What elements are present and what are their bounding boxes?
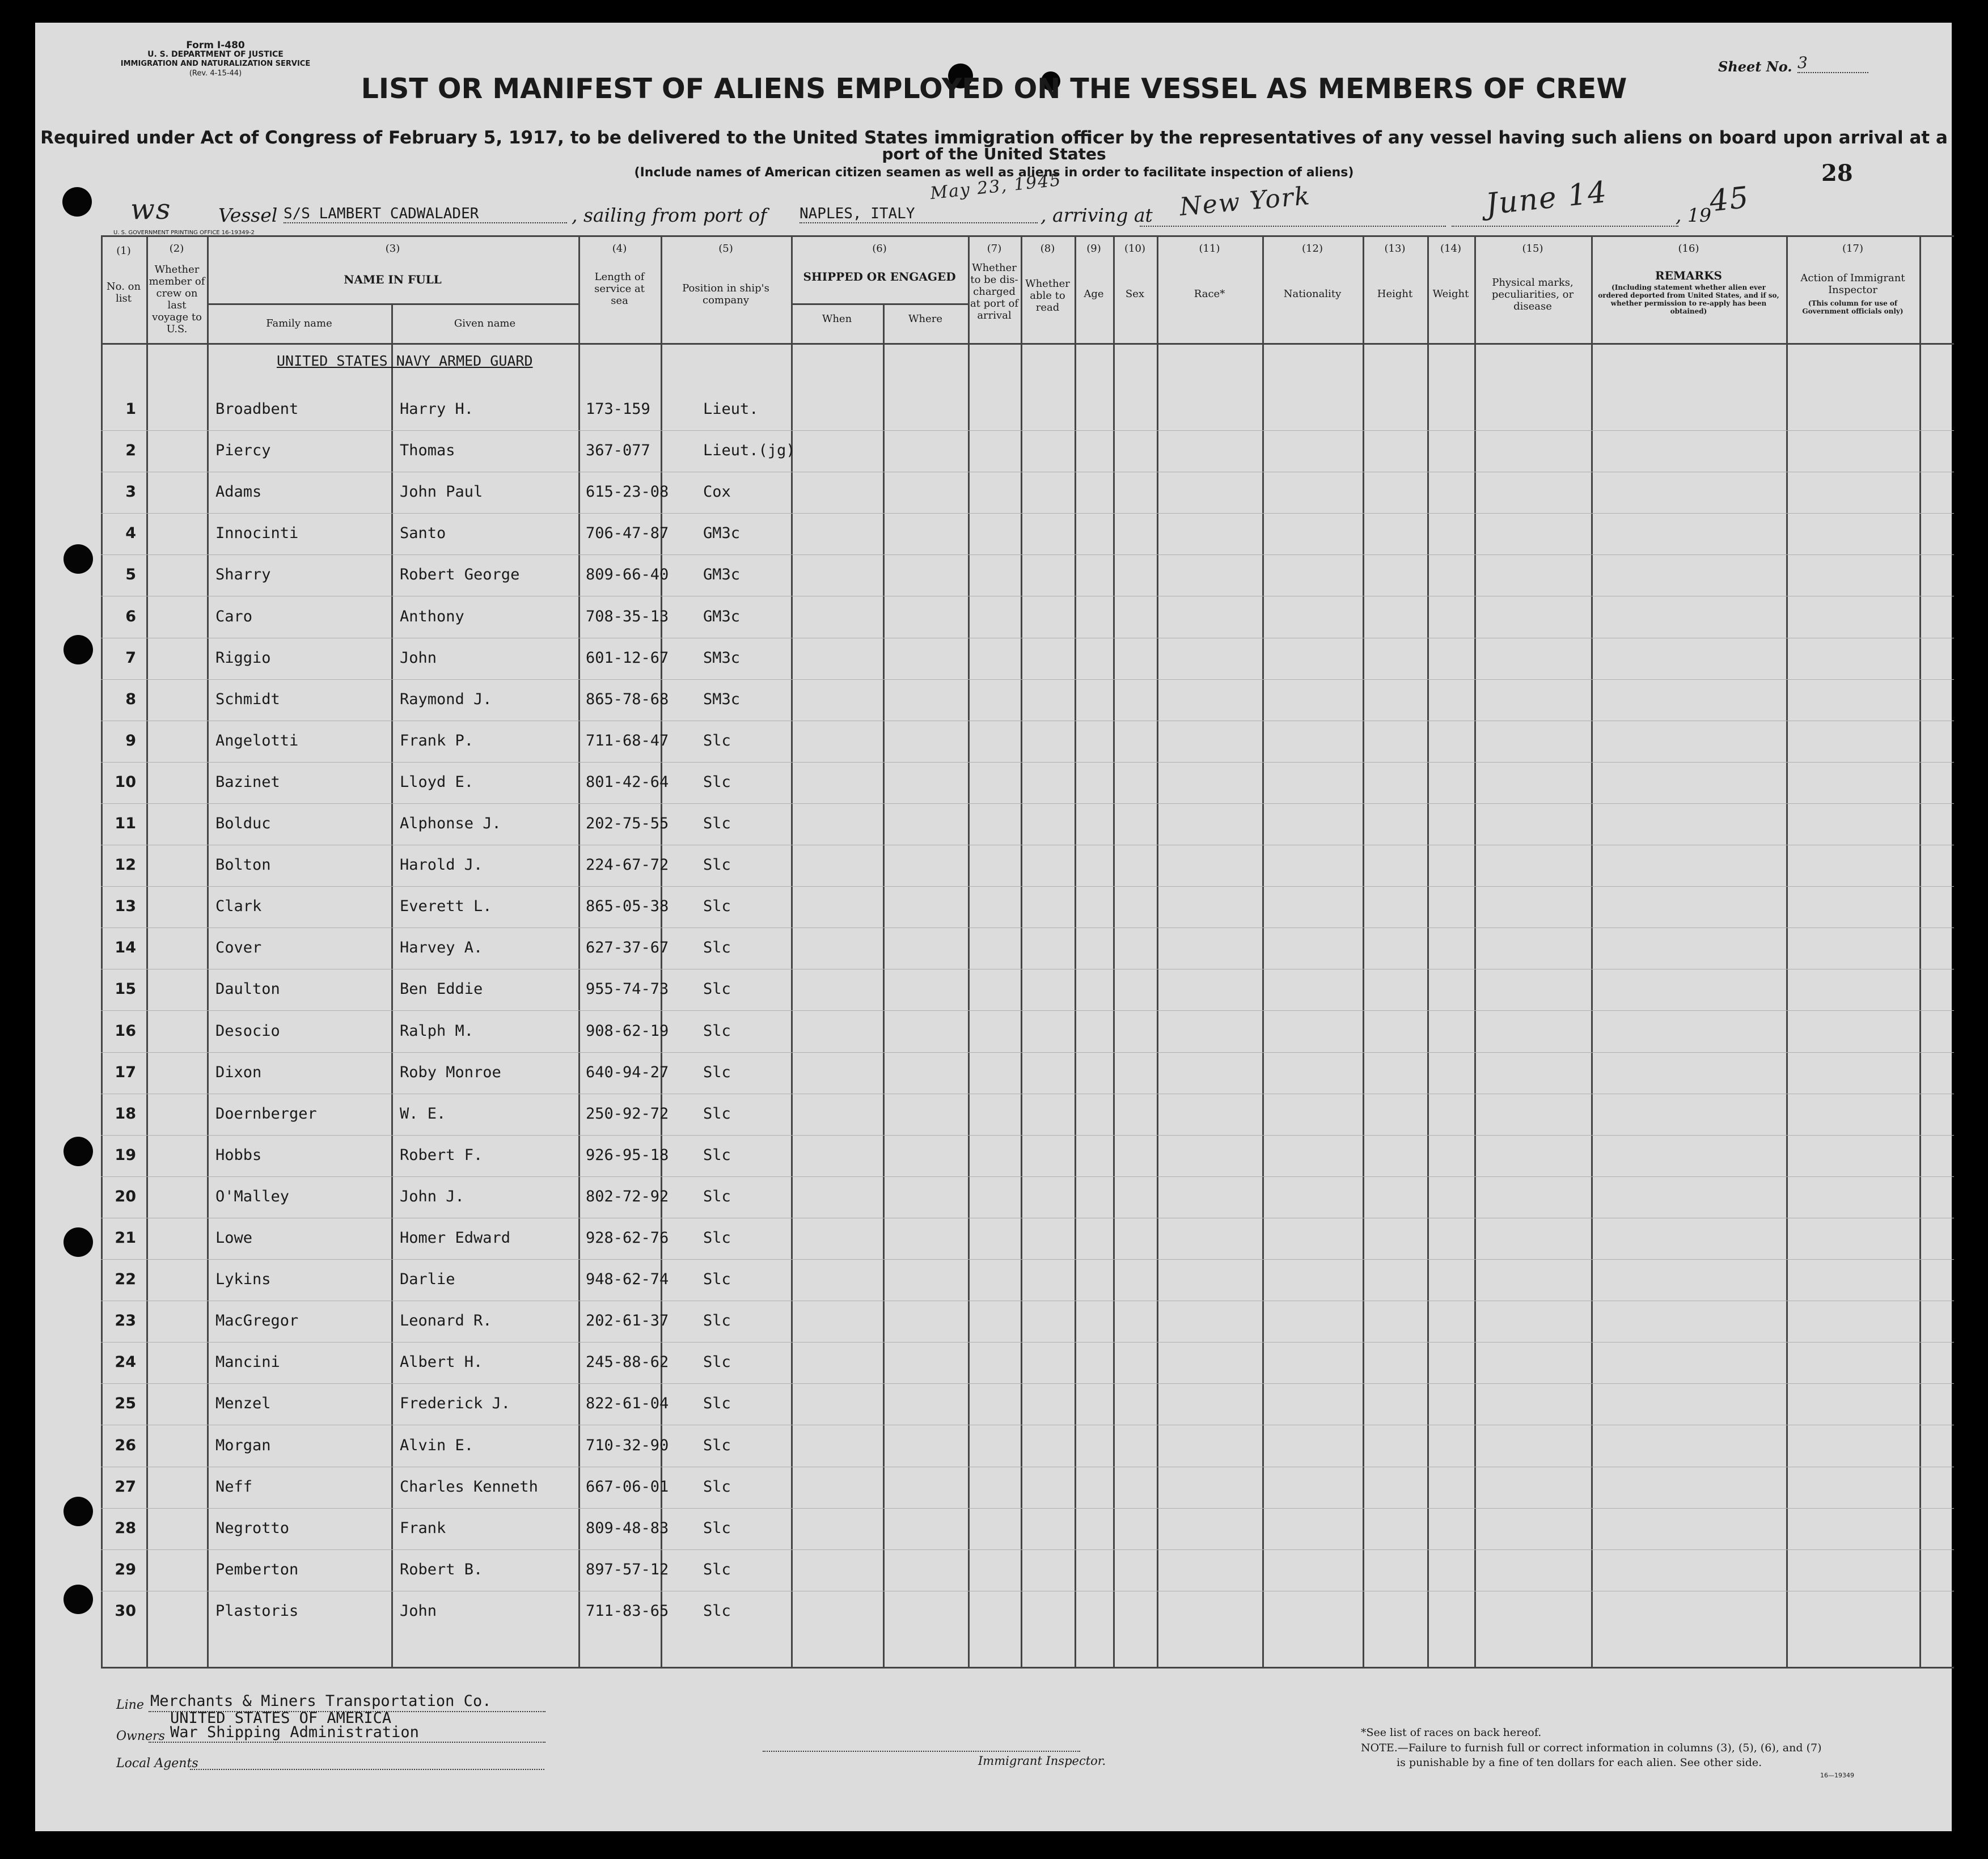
given-name: John Paul [400,483,483,501]
service: IMMIGRATION AND NATURALIZATION SERVICE [120,60,311,68]
length-of-service: 802-72-92 [586,1188,669,1205]
position: Slc [703,1519,731,1537]
sheet-number: 3 [1797,53,1868,73]
row-number: 18 [115,1105,136,1123]
owners-value-2: War Shipping Administration [170,1724,419,1741]
col-heading-discharged: Whether to be dis-charged at port of arrival [970,262,1019,321]
col-heading-no: No. on list [106,281,141,304]
position: GM3c [703,524,741,542]
row-rule [101,803,1954,804]
col-heading-age: Age [1084,288,1104,300]
col-border [1363,235,1364,1667]
departure-date: May 23, 1945 [929,170,1063,204]
col-heading-action: Action of Immigrant Inspector [1800,272,1905,296]
row-number: 2 [125,442,136,459]
family-name: Negrotto [215,1519,290,1537]
position: Slc [703,1105,731,1123]
given-name: Darlie [400,1271,455,1288]
line-value: Merchants & Miners Transportation Co. [150,1692,492,1710]
col-number: (8) [1040,243,1055,255]
length-of-service: 822-61-04 [586,1395,669,1412]
row-number: 12 [115,856,136,874]
row-number: 5 [125,566,136,583]
col-heading-height: Height [1377,288,1413,300]
position: Slc [703,1188,731,1205]
row-rule [101,1549,1954,1550]
row-rule [101,513,1954,514]
family-name: Clark [215,897,262,915]
col-border [146,235,148,1667]
col-border [1157,235,1158,1667]
vessel-name: S/S LAMBERT CADWALADER [284,205,567,223]
family-name: Plastoris [215,1602,299,1620]
family-name: Mancini [215,1353,280,1371]
given-name: Harry H. [400,400,474,418]
given-name: W. E. [400,1105,446,1123]
col-border [1919,235,1921,1667]
length-of-service: 948-62-74 [586,1271,669,1288]
family-name: Adams [215,483,262,501]
position: Slc [703,815,731,832]
length-of-service: 667-06-01 [586,1478,669,1496]
col-number: (17) [1842,243,1863,255]
arrival-port: New York [1178,181,1312,222]
row-number: 17 [115,1064,136,1081]
row-number: 7 [125,649,136,667]
col-heading-nationality: Nationality [1283,288,1342,300]
table-top-rule [101,235,1954,237]
col-border [968,235,970,1667]
row-number: 6 [125,608,136,625]
row-number: 24 [115,1353,136,1371]
col-border [578,235,580,1667]
given-name: Harold J. [400,856,483,874]
position: GM3c [703,566,741,583]
row-number: 11 [115,815,136,832]
position: Cox [703,483,731,501]
given-name: Thomas [400,442,455,459]
col-border [1591,235,1593,1667]
family-name: Riggio [215,649,271,667]
given-name: Everett L. [400,897,492,915]
col-heading-sex: Sex [1125,288,1145,300]
punch-hole [64,544,93,574]
family-name: Neff [215,1478,253,1496]
row-number: 30 [115,1602,136,1620]
given-name: Frank [400,1519,446,1537]
col-number: (5) [718,243,733,255]
row-rule [101,1052,1954,1053]
col-heading-member: Whether member of crew on last voyage to U.S. [149,264,205,335]
col-border [1075,235,1076,1667]
row-rule [101,1342,1954,1343]
inspector-signature-line [763,1751,1080,1752]
family-name: Bolduc [215,815,271,832]
length-of-service: 708-35-13 [586,608,669,625]
given-name: Homer Edward [400,1229,511,1247]
col-border [1262,235,1264,1667]
given-name: Harvey A. [400,939,483,956]
given-name: Roby Monroe [400,1064,501,1081]
length-of-service: 926-95-18 [586,1146,669,1164]
stamp-number: 28 [1821,160,1853,187]
row-rule [101,762,1954,763]
margin-note: ws [130,193,172,226]
row-number: 29 [115,1561,136,1578]
length-of-service: 711-83-65 [586,1602,669,1620]
col-border [883,303,885,1667]
col-heading-when: When [822,313,852,325]
col-border [207,235,209,1667]
length-of-service: 640-94-27 [586,1064,669,1081]
header-bottom-rule [101,343,1954,345]
note-line-2: is punishable by a fine of ten dollars for each alien. See other side. [1397,1756,1762,1769]
position: Slc [703,939,731,956]
length-of-service: 711-68-47 [586,732,669,749]
family-name: Pemberton [215,1561,299,1578]
col-heading-shipped: SHIPPED OR ENGAGED [803,270,956,283]
col-heading-race: Race* [1194,288,1225,300]
length-of-service: 601-12-67 [586,649,669,667]
col-number: (14) [1440,243,1461,255]
line-label: Line [116,1698,144,1712]
inspector-label: Immigrant Inspector. [978,1754,1106,1768]
col-number: (9) [1086,243,1101,255]
port-of-departure: NAPLES, ITALY [800,205,1038,223]
position: Slc [703,897,731,915]
arrival-year: 45 [1708,180,1752,219]
row-number: 23 [115,1312,136,1329]
row-number: 20 [115,1188,136,1205]
row-number: 19 [115,1146,136,1164]
position: Slc [703,1353,731,1371]
position: Slc [703,1271,731,1288]
col-heading-action-note: (This column for use of Government officials only) [1802,299,1904,315]
position: Lieut.(jg) [703,442,796,459]
family-name: Piercy [215,442,271,459]
family-name: Angelotti [215,732,299,749]
col-heading-given-name: Given name [454,317,516,329]
owners-value-1: UNITED STATES OF AMERICA [170,1709,392,1727]
row-rule [101,886,1954,887]
length-of-service: 928-62-76 [586,1229,669,1247]
arriving-label: , arriving at [1040,204,1153,226]
family-name: O'Malley [215,1188,290,1205]
owners-underline [149,1742,545,1743]
family-name: MacGregor [215,1312,299,1329]
family-name: Desocio [215,1022,280,1040]
position: Slc [703,1146,731,1164]
row-rule [101,1176,1954,1177]
position: Slc [703,1229,731,1247]
given-name: Frank P. [400,732,474,749]
col-heading-length-of-service: Length of service at sea [594,271,645,307]
length-of-service: 173-159 [586,400,650,418]
position: GM3c [703,608,741,625]
year-prefix: , 19 [1676,204,1711,226]
family-name: Hobbs [215,1146,262,1164]
given-name: Robert F. [400,1146,483,1164]
family-name: Doernberger [215,1105,317,1123]
length-of-service: 955-74-73 [586,980,669,998]
row-rule [101,554,1954,555]
col-heading-able-to-read: Whether able to read [1025,278,1070,314]
family-name: Lykins [215,1271,271,1288]
col-number: (1) [116,245,131,257]
row-number: 16 [115,1022,136,1040]
row-number: 21 [115,1229,136,1247]
owners-label: Owners [116,1729,165,1743]
col-number: (15) [1522,243,1543,255]
vessel-label: Vessel [218,204,278,226]
col-number: (11) [1199,243,1220,255]
length-of-service: 367-077 [586,442,650,459]
form-code: 16—19349 [1820,1772,1854,1779]
length-of-service: 224-67-72 [586,856,669,874]
col-heading-remarks-note: (Including statement whether alien ever ordered deported from United States, and if so, whether permission to re-apply has been obtained) [1598,283,1779,315]
given-name: Ralph M. [400,1022,474,1040]
row-number: 3 [125,483,136,501]
row-number: 27 [115,1478,136,1496]
position: Slc [703,732,731,749]
family-name: Cover [215,939,262,956]
col-border [1474,235,1476,1667]
col-heading-weight: Weight [1432,288,1469,300]
row-number: 1 [125,400,136,418]
col-border [1113,235,1115,1667]
col-number: (4) [612,243,627,255]
family-name: Dixon [215,1064,262,1081]
position: Slc [703,1395,731,1412]
arrival-date: June 14 [1484,175,1609,222]
position: Lieut. [703,400,759,418]
given-name: Leonard R. [400,1312,492,1329]
col-border [1427,235,1429,1667]
given-name: John J. [400,1188,464,1205]
punch-hole [62,187,92,217]
given-name: John [400,1602,437,1620]
agents-underline [190,1769,544,1770]
row-rule [101,1383,1954,1384]
length-of-service: 801-42-64 [586,773,669,791]
punch-hole [64,1585,93,1614]
length-of-service: 615-23-08 [586,483,669,501]
col-heading-where: Where [908,313,942,325]
note-races: *See list of races on back hereof. [1361,1726,1542,1739]
position: SM3c [703,649,741,667]
row-rule [101,1010,1954,1011]
row-number: 26 [115,1437,136,1454]
length-of-service: 710-32-90 [586,1437,669,1454]
col-number: (2) [169,243,184,255]
family-name: Broadbent [215,400,299,418]
given-name: Alphonse J. [400,815,501,832]
form-number: Form I-480 [186,40,245,51]
family-name: Caro [215,608,253,625]
punch-hole [64,1137,93,1166]
col-number: (6) [872,243,887,255]
table-bottom-rule [101,1667,1954,1669]
row-number: 8 [125,691,136,708]
printing-office: U. S. GOVERNMENT PRINTING OFFICE 16-19349-2 [113,230,255,236]
position: SM3c [703,691,741,708]
family-name: Daulton [215,980,280,998]
row-rule [101,679,1954,680]
length-of-service: 865-05-38 [586,897,669,915]
position: Slc [703,1602,731,1620]
length-of-service: 809-48-83 [586,1519,669,1537]
col-heading-remarks: REMARKS [1655,269,1722,282]
row-number: 28 [115,1519,136,1537]
position: Slc [703,1022,731,1040]
family-name: Sharry [215,566,271,583]
row-number: 4 [125,524,136,542]
given-name: Anthony [400,608,464,625]
col-heading-position: Position in ship's company [682,282,769,306]
sailing-label: , sailing from port of [572,204,767,226]
family-name: Bolton [215,856,271,874]
agents-label: Local Agents [116,1756,198,1771]
position: Slc [703,980,731,998]
arrival-date-underline [1452,226,1678,227]
row-rule [101,1135,1954,1136]
length-of-service: 809-66-40 [586,566,669,583]
given-name: Lloyd E. [400,773,474,791]
sheet-label: Sheet No. [1718,58,1792,75]
position: Slc [703,1437,731,1454]
section-heading: UNITED STATES NAVY ARMED GUARD [277,353,533,369]
given-name: Charles Kenneth [400,1478,538,1496]
col-number: (10) [1124,243,1145,255]
revision: (Rev. 4-15-44) [189,69,242,78]
punch-hole [64,1497,93,1526]
row-number: 14 [115,939,136,956]
family-name: Morgan [215,1437,271,1454]
family-name: Bazinet [215,773,280,791]
given-name: Santo [400,524,446,542]
position: Slc [703,1064,731,1081]
row-number: 13 [115,897,136,915]
length-of-service: 908-62-19 [586,1022,669,1040]
col-heading-physical-marks: Physical marks, peculiarities, or disease [1491,277,1574,312]
row-rule [101,1508,1954,1509]
department: U. S. DEPARTMENT OF JUSTICE [147,50,284,59]
row-number: 9 [125,732,136,749]
col-heading-name: NAME IN FULL [344,273,442,286]
family-name: Lowe [215,1229,253,1247]
position: Slc [703,1561,731,1578]
length-of-service: 706-47-87 [586,524,669,542]
given-name: Robert B. [400,1561,483,1578]
col-number: (12) [1302,243,1323,255]
family-name: Schmidt [215,691,280,708]
col-border [391,303,393,1667]
given-name: Raymond J. [400,691,492,708]
length-of-service: 250-92-72 [586,1105,669,1123]
col-number: (3) [385,243,400,255]
given-name: John [400,649,437,667]
row-number: 22 [115,1271,136,1288]
arrival-port-underline [1140,226,1446,227]
given-name: Robert George [400,566,520,583]
form-title: LIST OR MANIFEST OF ALIENS EMPLOYED ON THE VESSEL AS MEMBERS OF CREW [361,73,1627,105]
col-heading-family-name: Family name [266,317,332,329]
col-border [1021,235,1022,1667]
given-name: Albert H. [400,1353,483,1371]
note-line-1: NOTE.—Failure to furnish full or correct information in columns (3), (5), (6), and (7) [1361,1742,1822,1754]
given-name: Alvin E. [400,1437,474,1454]
given-name: Frederick J. [400,1395,511,1412]
row-number: 10 [115,773,136,791]
row-number: 25 [115,1395,136,1412]
family-name: Innocinti [215,524,299,542]
form-subtitle-2: port of the United States [882,145,1106,163]
length-of-service: 202-75-55 [586,815,669,832]
length-of-service: 865-78-68 [586,691,669,708]
form-subtitle-3: (Include names of American citizen seamen as well as aliens in order to facilitate inspection of aliens) [634,166,1354,180]
length-of-service: 897-57-12 [586,1561,669,1578]
given-name: Ben Eddie [400,980,483,998]
position: Slc [703,773,731,791]
row-number: 15 [115,980,136,998]
col-border [1786,235,1788,1667]
position: Slc [703,856,731,874]
col-number: (7) [987,243,1002,255]
col-number: (16) [1678,243,1699,255]
position: Slc [703,1478,731,1496]
punch-hole [64,1227,93,1257]
length-of-service: 245-88-62 [586,1353,669,1371]
punch-hole [64,635,93,664]
row-rule [101,430,1954,431]
form-subtitle-1: Required under Act of Congress of February 5, 1917, to be delivered to the United States immigration officer by the representatives of any vessel having such aliens on board upon arrival at a [40,128,1948,148]
family-name: Menzel [215,1395,271,1412]
length-of-service: 627-37-67 [586,939,669,956]
shipped-subhead-rule [791,303,968,305]
length-of-service: 202-61-37 [586,1312,669,1329]
col-number: (13) [1384,243,1406,255]
row-rule [101,1259,1954,1260]
position: Slc [703,1312,731,1329]
